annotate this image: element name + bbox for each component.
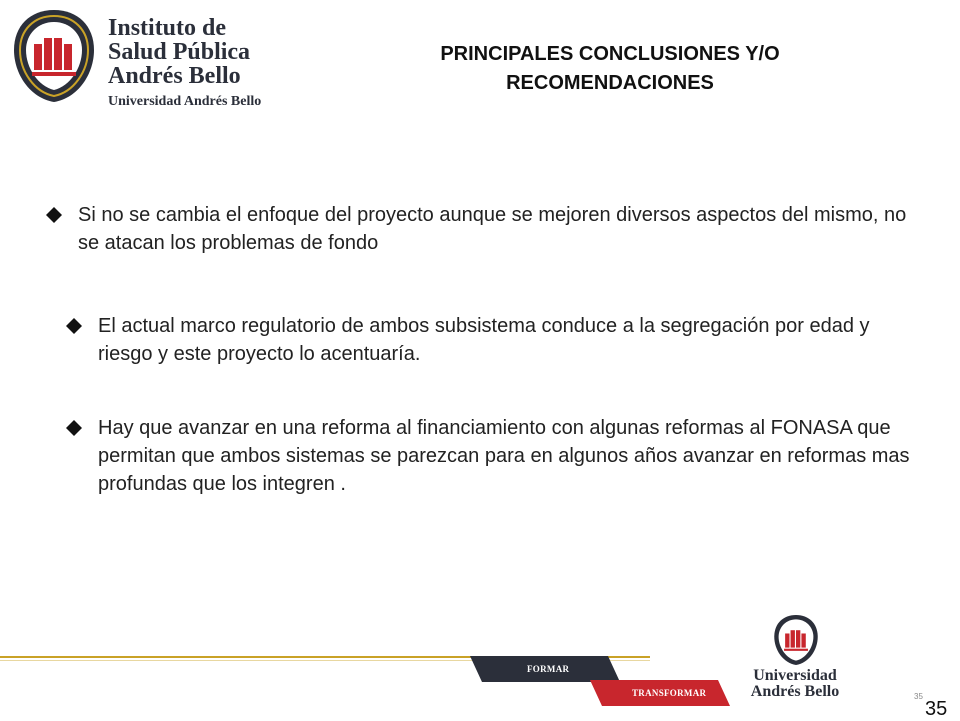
diamond-bullet-icon (66, 318, 82, 334)
institute-logo (8, 6, 278, 116)
bullet-item-2 (66, 312, 926, 368)
university-name-line-2: Andrés Bello (750, 683, 840, 700)
ribbon-formar-label: FORMAR (527, 664, 570, 674)
ribbon-transformar-label: TRANSFORMAR (632, 688, 707, 698)
bullet-item-1 (46, 201, 926, 257)
slide-title-line-2: RECOMENDACIONES (506, 72, 714, 94)
diamond-bullet-icon (46, 207, 62, 223)
bullet-item-3 (66, 414, 946, 498)
logo-line-2: Salud Pública (108, 39, 251, 65)
slide-title-line-1: PRINCIPALES CONCLUSIONES Y/O (440, 43, 780, 65)
shield-emblem-icon (8, 6, 100, 106)
logo-line-1: Instituto de (108, 15, 227, 41)
page-number: 35 (925, 698, 948, 720)
page-number-small: 35 (914, 692, 923, 701)
bullet-text-3: Hay que avanzar en una reforma al financiamiento con algunas reformas al FONASA que permitan que ambos sistemas se parezcan para en algunos años avanzar en reformas mas profundas que los integren . (98, 417, 910, 495)
bullet-text-1: Si no se cambia el enfoque del proyecto aunque se mejoren diversos aspectos del mismo, no se atacan los problemas de fondo (78, 204, 907, 254)
shield-emblem-icon (771, 612, 821, 668)
logo-line-3: Andrés Bello (108, 63, 241, 89)
diamond-bullet-icon (66, 420, 82, 436)
university-name-line-1: Universidad (753, 667, 837, 684)
bullet-text-2: El actual marco regulatorio de ambos subsistema conduce a la segregación por edad y riesgo y este proyecto lo acentuaría. (98, 315, 870, 365)
logo-subtitle: Universidad Andrés Bello (108, 94, 262, 109)
university-name (740, 668, 850, 700)
slide-title (330, 40, 890, 98)
